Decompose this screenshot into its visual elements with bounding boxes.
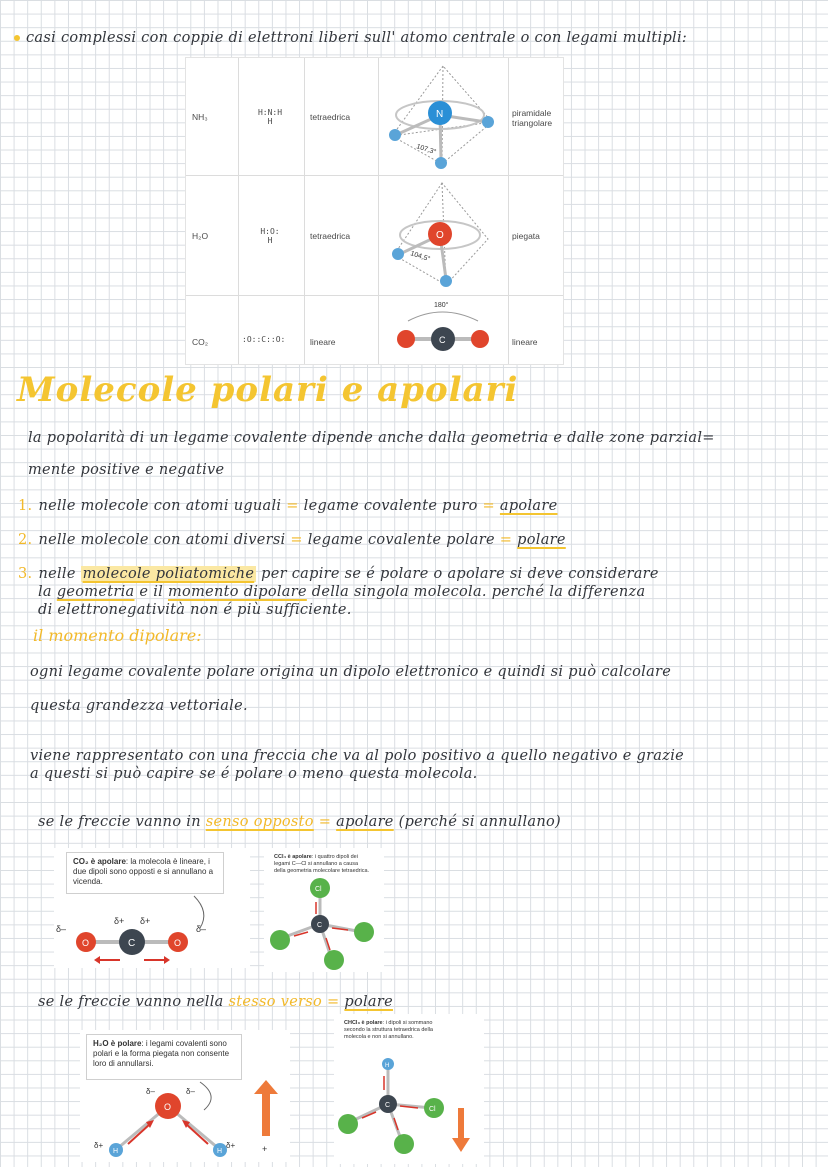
caption-bold: CHCl₃ è polare (344, 1020, 383, 1026)
net-dipole-arrow (452, 1108, 470, 1152)
atom-label: Cl (429, 1106, 436, 1113)
equals-sign: = (327, 994, 340, 1010)
formula-cell: NH₃ (192, 112, 208, 122)
lewis-bottom: H (267, 236, 273, 245)
co2-model (380, 297, 506, 361)
intro-line (14, 30, 687, 46)
result-term: polare (344, 994, 393, 1010)
dipole-paragraph-line: ogni legame covalente polare origina un dipolo elettronico e quindi si può calcolare (30, 664, 672, 680)
section-subtitle: il momento dipolare: (33, 626, 202, 645)
net-dipole-arrow (254, 1080, 278, 1136)
highlight-term: stesso verso (228, 994, 323, 1010)
list-text: legame covalente puro (303, 498, 478, 514)
atom-label: C (317, 922, 323, 929)
charge-label: δ– (186, 1087, 195, 1096)
list-item-continuation (38, 584, 645, 600)
list-item (18, 498, 557, 514)
caption-bold: CCl₄ è apolare (274, 854, 312, 860)
lewis-cell (244, 227, 296, 245)
bond-angle-label: 104,5° (409, 250, 431, 264)
equals-sign: = (286, 498, 299, 514)
atom-label: H (113, 1148, 119, 1155)
list-text: la (38, 584, 52, 600)
caption-text: : i dipoli si sommano secondo la struttura tetraedrica della molecola e non si annullano. (344, 1020, 433, 1040)
list-number: 1. (18, 498, 33, 514)
equals-sign: = (482, 498, 495, 514)
equals-sign: = (499, 532, 513, 548)
charge-label: δ+ (226, 1141, 236, 1150)
table-row (186, 295, 563, 363)
molecule-shape-cell: lineare (512, 337, 538, 347)
list-result: apolare (499, 498, 558, 514)
table-row (186, 58, 563, 176)
atom-label: H (217, 1148, 223, 1155)
list-result: polare (517, 532, 566, 548)
list-text: nelle (38, 566, 76, 582)
table-row (186, 175, 563, 296)
list-number: 2. (18, 532, 33, 548)
text-fragment: se le freccie vanno in (38, 814, 201, 830)
co2-card (54, 848, 250, 968)
underlined-term: momento dipolare (168, 584, 307, 600)
list-text: nelle molecole con atomi diversi (38, 532, 286, 548)
center-atom-label: N (436, 109, 444, 120)
dipole-paragraph-line: questa grandezza vettoriale. (30, 698, 248, 714)
list-item (18, 566, 659, 582)
h2o-model (380, 177, 506, 291)
lewis-top: H:N:H (257, 108, 283, 117)
caption-text: : i quattro dipoli dei legami C—Cl si annullano a causa della geometria molecolare tetraedrica. (274, 854, 370, 874)
equals-sign: = (290, 532, 303, 548)
arrow-paragraph-line: a questi si può capire se é polare o meno questa molecola. (30, 766, 478, 782)
list-text: nelle molecole con atomi uguali (38, 498, 282, 514)
ccl4-dipole-diagram (264, 876, 384, 972)
list-text: e il (139, 584, 164, 600)
geometry-table (185, 57, 564, 365)
charge-label: δ– (146, 1087, 155, 1096)
intro-paragraph-line: mente positive e negative (28, 462, 225, 478)
caption-bold: CO₂ è apolare (73, 857, 126, 866)
plus-sign: + (262, 1144, 268, 1154)
caption-bold: H₂O è polare (93, 1039, 142, 1048)
text-fragment: se le freccie vanno nella (38, 994, 224, 1010)
underlined-term: geometria (56, 584, 135, 600)
list-text: legame covalente polare (307, 532, 495, 548)
chcl3-dipole-diagram (334, 1046, 484, 1164)
same-direction-line (38, 994, 393, 1010)
atom-label: C (128, 938, 136, 949)
bullet-dot (14, 35, 20, 41)
formula-cell: CO₂ (192, 337, 209, 347)
atom-label: O (164, 1102, 172, 1112)
atom-label: C (385, 1102, 391, 1109)
ccl4-caption (268, 850, 376, 876)
shape-cell: lineare (310, 337, 336, 347)
shape-cell: tetraedrica (310, 231, 351, 241)
intro-line-text: casi complessi con coppie di elettroni liberi sull' atomo centrale o con legami multipli: (26, 30, 688, 46)
ccl4-card (264, 848, 384, 972)
molecule-shape-cell: piramidale triangolare (512, 108, 553, 128)
list-text: per capire se é polare o apolare si deve considerare (261, 566, 659, 582)
lewis-cell (244, 108, 296, 126)
lewis-top: H:O: (260, 227, 280, 236)
atom-label: O (174, 938, 182, 948)
list-text: della singola molecola. perché la differenza (311, 584, 646, 600)
highlight-term: senso opposto (205, 814, 314, 830)
atom-label: O (82, 938, 90, 948)
list-item (18, 532, 566, 548)
bond-angle-label: 180° (434, 302, 449, 309)
arrow-paragraph-line: viene rappresentato con una freccia che va al polo positivo a quello negativo e grazie (30, 748, 685, 764)
center-atom-label: O (436, 230, 444, 241)
co2-caption (66, 852, 224, 894)
lewis-cell: :O::C::O: (242, 335, 286, 344)
bond-angle-label: 107,3° (415, 143, 437, 157)
charge-label: δ+ (94, 1141, 104, 1150)
charge-label: δ+ (140, 916, 151, 926)
lewis-bottom: H (267, 117, 273, 126)
h2o-caption (86, 1034, 242, 1080)
text-fragment: (perché si annullano) (398, 814, 562, 830)
charge-label: δ– (56, 924, 67, 934)
shape-cell: tetraedrica (310, 112, 351, 122)
intro-paragraph-line: la popolarità di un legame covalente dipende anche dalla geometria e dalle zone parzial= (28, 430, 715, 446)
list-item-continuation: di elettronegatività non é più sufficiente. (38, 602, 352, 618)
chcl3-caption (338, 1016, 456, 1046)
atom-label: H (385, 1063, 390, 1069)
charge-label: δ+ (114, 916, 125, 926)
page-title: Molecole polari e apolari (17, 370, 519, 410)
co2-dipole-diagram (54, 894, 250, 968)
opposite-direction-line (38, 814, 561, 830)
formula-cell: H₂O (192, 231, 209, 241)
center-atom-label: C (439, 335, 446, 345)
list-number: 3. (18, 566, 33, 582)
highlight-term: molecole poliatomiche (82, 566, 255, 582)
nh3-model (380, 60, 506, 172)
equals-sign: = (318, 814, 332, 830)
molecule-shape-cell: piegata (512, 231, 540, 241)
caption-text: : la molecola è lineare, i due dipoli sono opposti e si annullano a vicenda. (73, 857, 214, 886)
result-term: apolare (336, 814, 394, 830)
h2o-dipole-diagram (80, 1080, 290, 1162)
charge-label: δ– (196, 924, 207, 934)
h2o-card (80, 1030, 290, 1162)
caption-text: : i legami covalenti sono polari e la forma piegata non consente loro di annullarsi. (93, 1039, 230, 1068)
chcl3-card (334, 1014, 484, 1164)
atom-label: Cl (315, 886, 322, 893)
